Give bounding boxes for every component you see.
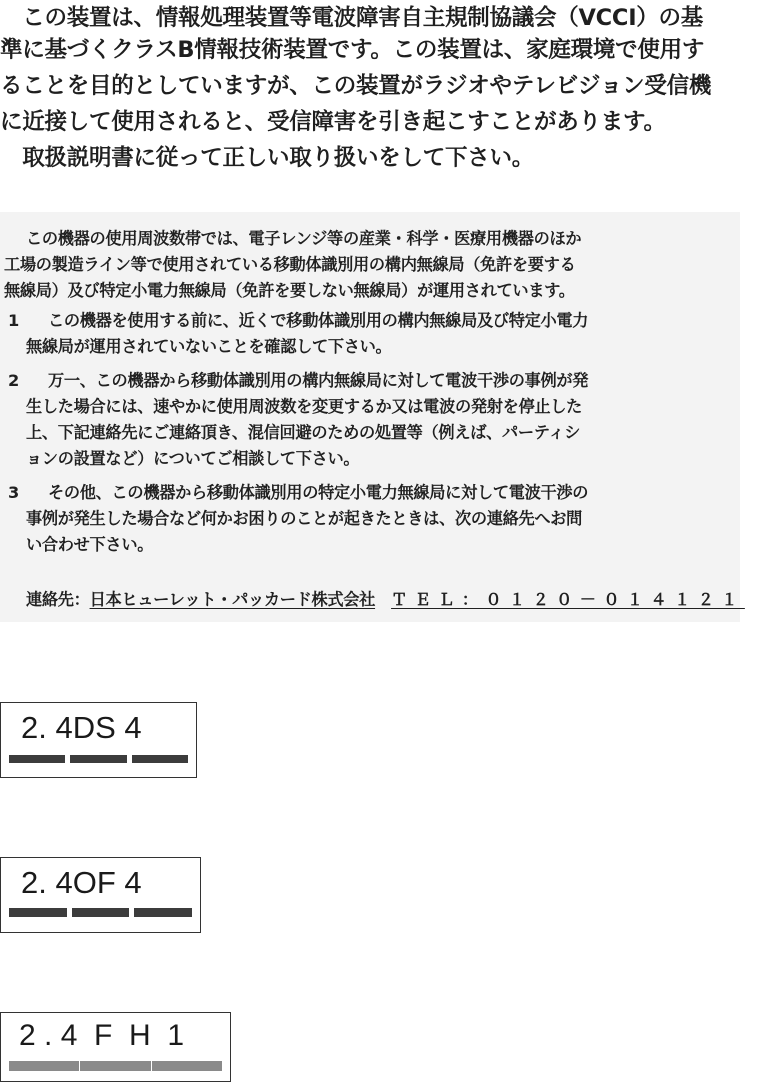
notice-item-3-number: 3 [8, 483, 19, 502]
frequency-bar-segment [80, 1061, 151, 1071]
notice-item-2-line-4: ョンの設置など）についてご相談して下さい。 [26, 449, 360, 468]
vcci-line-2: 準に基づくクラスB情報技術装置です。この装置は、家庭環境で使用す [0, 37, 705, 63]
notice-item-3-line-3: い合わせ下さい。 [26, 535, 154, 554]
frequency-bar-segment [72, 908, 130, 917]
frequency-bar-segment [152, 1061, 222, 1071]
contact-label: 連絡先： [26, 590, 90, 609]
vcci-line-3: ることを目的としていますが、この装置がラジオやテレビジョン受信機 [0, 73, 712, 99]
notice-item-2-line-1: 万一、この機器から移動体識別用の構内無線局に対して電波干渉の事例が発 [48, 371, 589, 390]
frequency-bar-segment [70, 755, 126, 763]
frequency-bar-segment [9, 908, 67, 917]
frequency-range-bar [9, 908, 192, 917]
contact-info [26, 588, 745, 612]
notice-item-1-line-2: 無線局が運用されていないことを確認して下さい。 [26, 337, 392, 356]
frequency-label-fh [0, 1012, 231, 1082]
frequency-range-bar [9, 755, 188, 763]
frequency-bar-segment [9, 1061, 80, 1071]
frequency-code: 2 . 4 F H 1 [19, 1019, 185, 1052]
vcci-line-4: に近接して使用されると、受信障害を引き起こすことがあります。 [0, 109, 666, 135]
frequency-bar-segment [132, 755, 188, 763]
frequency-code: 2. 4DS 4 [21, 710, 142, 745]
frequency-bar-segment [9, 755, 65, 763]
notice-intro-line-3: 無線局）及び特定小電力無線局（免許を要しない無線局）が運用されています。 [4, 281, 575, 300]
notice-item-1-number: 1 [8, 311, 19, 330]
notice-item-3-line-1: その他、この機器から移動体識別用の特定小電力無線局に対して電波干渉の [48, 483, 589, 502]
frequency-range-bar [9, 1061, 222, 1071]
notice-item-1-line-1: この機器を使用する前に、近くで移動体識別用の構内無線局及び特定小電力 [48, 311, 589, 330]
vcci-line-1: この装置は、情報処理装置等電波障害自主規制協議会（VCCI）の基 [0, 5, 704, 31]
radio-interference-notice [0, 212, 745, 622]
contact-company: 日本ヒューレット・パッカード株式会社 [89, 590, 376, 609]
notice-item-2-line-2: 生した場合には、速やかに使用周波数を変更するか又は電波の発射を停止した [26, 397, 583, 416]
notice-item-2-number: 2 [8, 371, 19, 390]
vcci-statement [0, 0, 759, 190]
notice-item-2-line-3: 上、下記連絡先にご連絡頂き、混信回避のための処置等（例えば、パーティシ [26, 423, 581, 442]
frequency-label-of [0, 857, 201, 933]
notice-intro-line-2: 工場の製造ライン等で使用されている移動体識別用の構内無線局（免許を要する [4, 255, 576, 274]
notice-intro-line-1: この機器の使用周波数帯では、電子レンジ等の産業・科学・医療用機器のほか [26, 229, 582, 248]
frequency-label-ds [0, 702, 197, 778]
contact-tel: ＴＥＬ：０１２０－０１４１２１ [391, 590, 745, 609]
notice-item-3-line-2: 事例が発生した場合など何かお困りのことが起きたときは、次の連絡先へお問 [26, 509, 583, 528]
vcci-line-5: 取扱説明書に従って正しい取り扱いをして下さい。 [0, 145, 535, 171]
frequency-bar-segment [134, 908, 192, 917]
frequency-code: 2. 4OF 4 [21, 865, 142, 900]
